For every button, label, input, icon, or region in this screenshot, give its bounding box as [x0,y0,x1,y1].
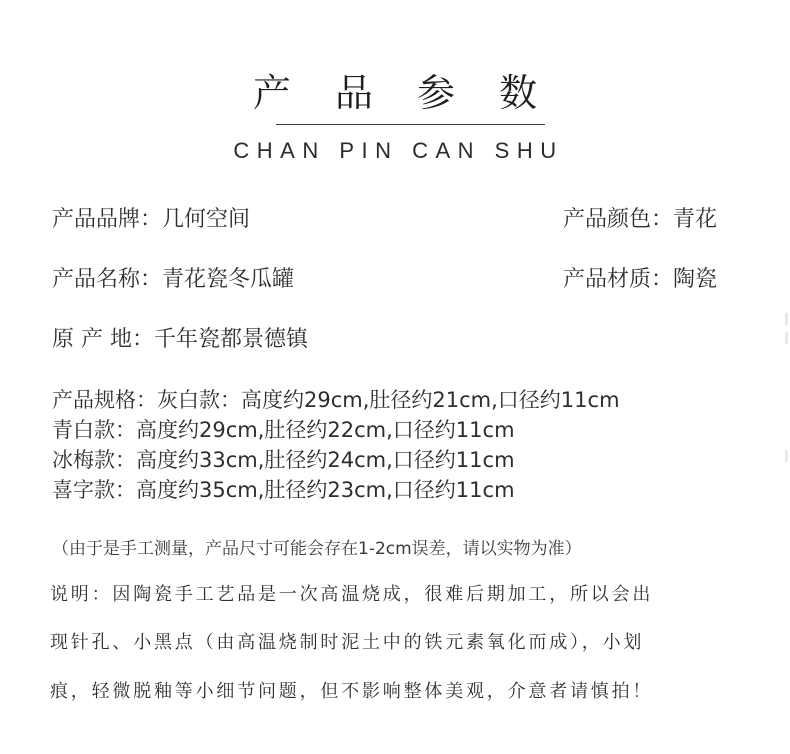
color-field: 产品颜色：青花 [563,207,718,232]
description-line: 说明：因陶瓷手工艺品是一次高温烧成，很难后期加工，所以会出 [50,584,654,605]
spec-line: 冰梅款：高度约33cm,肚径约24cm,口径约11cm [52,448,515,472]
product-name-field: 产品名称：青花瓷冬瓜罐 [52,267,295,292]
title-divider [276,124,545,125]
page-subtitle: CHAN PIN CAN SHU [233,138,564,163]
origin-field: 原 产 地：千年瓷都景德镇 [52,327,308,352]
brand-field: 产品品牌：几何空间 [52,207,251,232]
spec-line: 产品规格：灰白款：高度约29cm,肚径约21cm,口径约11cm [52,388,620,412]
spec-line: 喜字款：高度约35cm,肚径约23cm,口径约11cm [52,478,515,502]
description-line: 痕，轻微脱釉等小细节问题，但不影响整体美观，介意者请慎拍！ [50,681,654,702]
measurement-note: （由于是手工测量，产品尺寸可能会存在1-2cm误差，请以实物为准） [52,539,582,559]
edge-mark [785,332,788,344]
edge-mark [785,313,788,325]
material-field: 产品材质：陶瓷 [563,267,718,292]
edge-mark [785,450,788,462]
page-title: 产 品 参 数 [252,71,554,115]
spec-line: 青白款：高度约29cm,肚径约22cm,口径约11cm [52,418,515,442]
description-line: 现针孔、小黑点（由高温烧制时泥土中的铁元素氧化而成），小划 [50,632,645,653]
